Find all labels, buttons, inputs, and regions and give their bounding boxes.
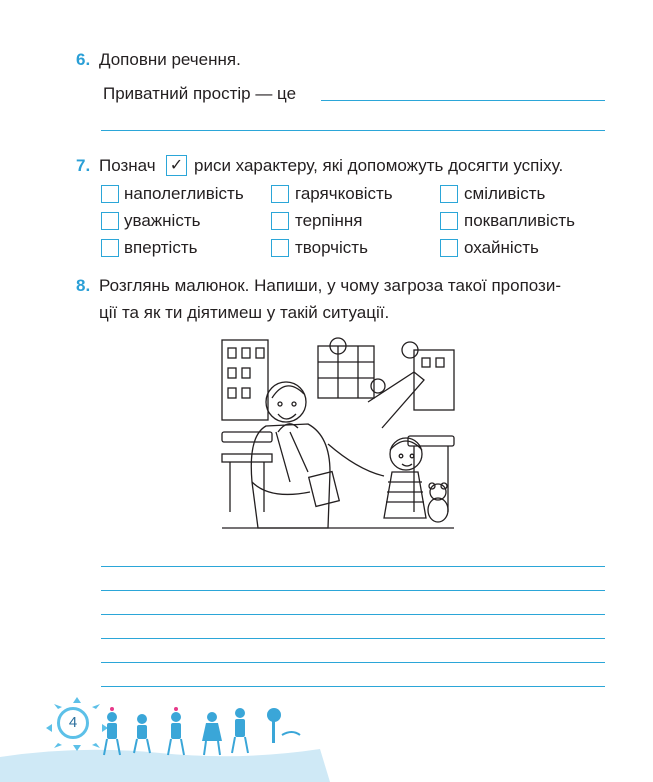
footer-decoration — [0, 695, 330, 782]
task-6-instruction: Доповни речення. — [99, 50, 241, 69]
illustration-playground — [218, 332, 458, 542]
task-8-number: 8. — [76, 276, 91, 295]
option-label: сміливість — [464, 184, 546, 203]
option-label: поквапливість — [464, 211, 575, 230]
task-6-number: 6. — [76, 50, 91, 69]
task-7-instruction-after: риси характеру, які допоможуть досягти успіху. — [194, 156, 564, 175]
task-7-instruction-before: Познач — [99, 156, 156, 175]
checkbox-option-1-1[interactable] — [101, 185, 119, 203]
answer-line-8-5[interactable] — [101, 662, 605, 663]
option-label: охайність — [464, 238, 539, 257]
task-8-line-2: ції та як ти діятимеш у такій ситуації. — [99, 303, 390, 322]
answer-line-8-3[interactable] — [101, 614, 605, 615]
option-label: гарячковість — [295, 184, 393, 203]
checkbox-option-2-1[interactable] — [101, 212, 119, 230]
answer-line-8-4[interactable] — [101, 638, 605, 639]
checkbox-option-3-3[interactable] — [440, 239, 458, 257]
page-number: 4 — [57, 707, 89, 739]
task-8-line-1: Розглянь малюнок. Напиши, у чому загроза такої пропози- — [99, 276, 562, 295]
task-6-sentence-start: Приватний простір — це — [103, 84, 297, 103]
checkbox-option-1-2[interactable] — [271, 185, 289, 203]
check-icon: ✓ — [169, 157, 184, 174]
checkbox-option-3-2[interactable] — [271, 239, 289, 257]
answer-line-8-1[interactable] — [101, 566, 605, 567]
checkbox-option-1-3[interactable] — [440, 185, 458, 203]
answer-line-6-1[interactable] — [321, 100, 605, 101]
checkbox-option-2-3[interactable] — [440, 212, 458, 230]
answer-line-8-2[interactable] — [101, 590, 605, 591]
option-label: уважність — [124, 211, 201, 230]
option-label: наполегливість — [124, 184, 244, 203]
answer-line-8-6[interactable] — [101, 686, 605, 687]
checkbox-option-3-1[interactable] — [101, 239, 119, 257]
example-check-box — [166, 155, 187, 176]
task-7-number: 7. — [76, 156, 91, 175]
option-label: терпіння — [295, 211, 363, 230]
option-label: впертість — [124, 238, 198, 257]
option-label: творчість — [295, 238, 368, 257]
checkbox-option-2-2[interactable] — [271, 212, 289, 230]
answer-line-6-2[interactable] — [101, 130, 605, 131]
